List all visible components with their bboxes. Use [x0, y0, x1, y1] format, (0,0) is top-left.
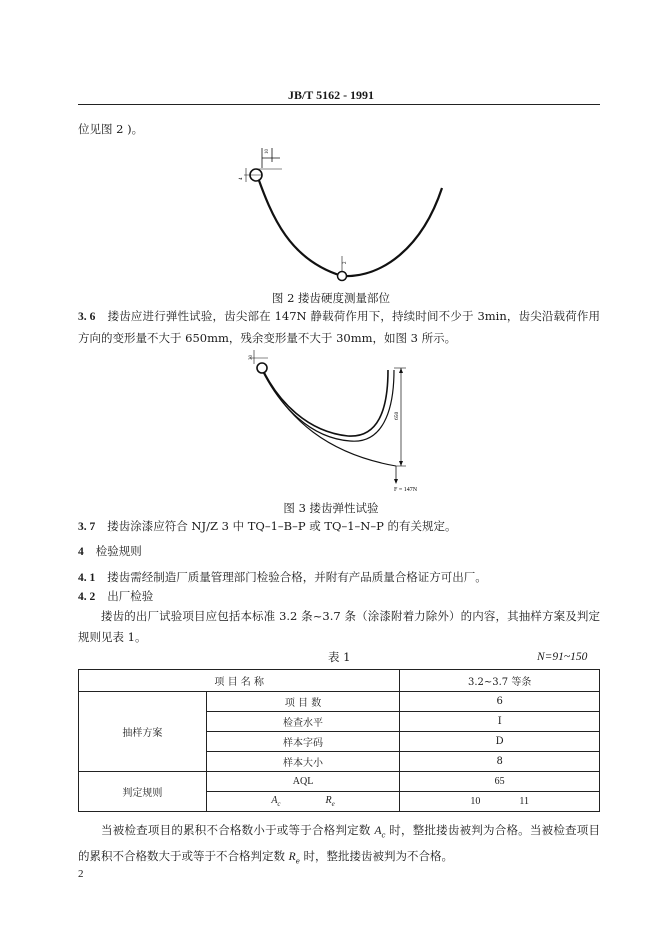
closing-ac-symbol: A	[374, 825, 382, 837]
table-cell-ac-re-values	[400, 792, 600, 812]
section-4-1-text: 搂齿需经制造厂质量管理部门检验合格，并附有产品质量合格证方可出厂。	[107, 570, 487, 584]
table-1-header-row	[79, 670, 600, 692]
sampling-group-label: 抽样方案	[79, 692, 207, 772]
table-1-header-item: 项 目 名 称	[79, 670, 400, 692]
table-cell-value: 6	[400, 692, 600, 712]
header-rule	[78, 104, 600, 105]
ac-value: 10	[470, 796, 481, 807]
closing-part-1: 当被检查项目的累积不合格数小于或等于合格判定数	[101, 823, 375, 837]
table-cell-item: AQL	[206, 772, 400, 792]
closing-paragraph	[78, 820, 600, 873]
table-1-title: 表 1	[328, 650, 351, 664]
tine-pivot	[257, 363, 267, 373]
figure-3-caption: 图 3 搂齿弹性试验	[283, 501, 379, 515]
ac-subscript: c	[277, 800, 281, 808]
section-3-6-text: 搂齿应进行弹性试验，齿尖部在 147N 静载荷作用下，持续时间不少于 3min，齿尖沿载荷作用方向的变形量不大于 650mm，残余变形量不大于 30mm，如图 3 所示。	[78, 309, 601, 345]
closing-ac-sub: c	[381, 831, 386, 840]
table-cell-value: 8	[400, 752, 600, 772]
table-cell-value: 65	[400, 772, 600, 792]
section-4-2-heading	[78, 587, 153, 606]
section-4-2-number: 4. 2	[78, 591, 96, 603]
re-value: 11	[519, 796, 529, 807]
section-3-6	[78, 306, 600, 349]
table-1-n-range: N=91~150	[537, 651, 588, 663]
section-3-6-number: 3. 6	[78, 311, 96, 323]
section-4-title: 检验规则	[95, 544, 142, 558]
figure-2-caption: 图 2 搂齿硬度测量部位	[271, 291, 391, 305]
judgement-group-label: 判定规则	[79, 772, 207, 812]
tine-deformed	[262, 370, 396, 466]
table-1	[78, 669, 600, 812]
section-3-7-text: 搂齿涂漆应符合 NJ/Z 3 中 TQ–1–B–P 或 TQ–1–N–P 的有关规定。	[107, 519, 457, 533]
hardness-point-bottom	[338, 272, 347, 281]
table-1-header-clauses: 3.2~3.7 等条	[400, 670, 600, 692]
fig2-dim-top: 10	[265, 149, 270, 154]
table-cell-value: I	[400, 712, 600, 732]
section-4-number: 4	[78, 546, 84, 558]
section-4-1-number: 4. 1	[78, 572, 96, 584]
table-row	[79, 692, 600, 712]
section-3-7-number: 3. 7	[78, 521, 96, 533]
closing-part-3: 时，整批搂齿被判为不合格。	[299, 849, 453, 864]
document-header: JB/T 5162 - 1991	[287, 88, 375, 102]
table-cell-item: 样本大小	[206, 752, 400, 772]
table-cell-ac-re	[206, 792, 400, 812]
fig3-dim-deform: 650	[394, 411, 400, 420]
fig3-force-label: F = 147N	[394, 487, 418, 493]
ac-symbol: A	[271, 795, 278, 806]
section-4-2-text: 搂齿的出厂试验项目应包括本标准 3.2 条~3.7 条（涂漆附着力除外）的内容，其抽样方案及判定规则见表 1。	[78, 609, 600, 644]
section-4-1	[78, 568, 487, 587]
page-number: 2	[78, 868, 84, 880]
section-4-2-title: 出厂检验	[107, 589, 154, 603]
section-4-heading	[78, 542, 142, 561]
re-symbol: R	[325, 795, 332, 806]
closing-part-2: 时，整批搂齿被判为合格。当被检查项目的累积不合格数大于或等于不合格判定数	[78, 823, 601, 864]
section-3-7	[78, 517, 457, 536]
table-cell-item: 检查水平	[206, 712, 400, 732]
intro-line: 位见图 2 )。	[78, 122, 144, 136]
fig2-dim-bottom: 2	[343, 261, 348, 264]
table-cell-item: 项 目 数	[206, 692, 400, 712]
table-row	[79, 772, 600, 792]
re-subscript: e	[331, 800, 335, 808]
closing-re-sub: e	[295, 857, 300, 866]
table-cell-value: D	[400, 732, 600, 752]
tine-curve	[256, 172, 442, 276]
figure-2-diagram	[232, 138, 452, 286]
closing-re-symbol: R	[288, 851, 296, 864]
fig2-dim-left: 4	[239, 177, 244, 180]
fig3-dim-top-left: 30	[249, 355, 254, 360]
figure-3-diagram	[248, 350, 438, 498]
table-cell-item: 样本字码	[206, 732, 400, 752]
tine-undeformed	[262, 368, 388, 436]
